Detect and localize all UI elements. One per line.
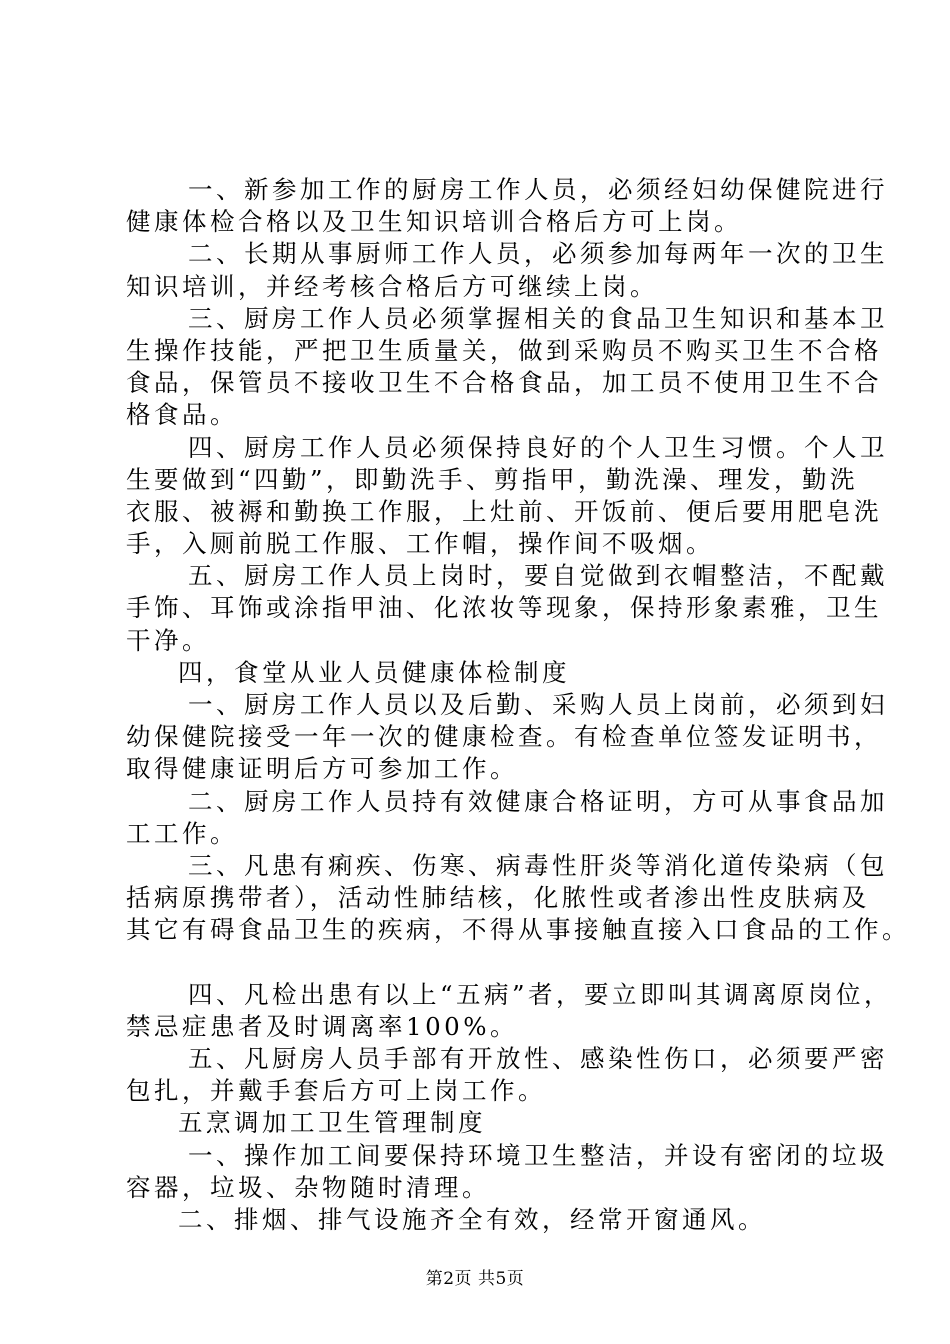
paragraph-line: 手饰、耳饰或涂指甲油、化浓妆等现象，保持形象素雅，卫生	[126, 593, 882, 623]
page-footer: 第2页 共5页	[425, 1269, 525, 1289]
paragraph-line: 容器，垃圾、杂物随时清理。	[126, 1172, 490, 1202]
paragraph-line: 生操作技能，严把卫生质量关，做到采购员不购买卫生不合格	[126, 335, 882, 365]
paragraph-line: 食品，保管员不接收卫生不合格食品，加工员不使用卫生不合	[126, 368, 882, 398]
paragraph-line: 其它有碍食品卫生的疾病，不得从事接触直接入口食品的工作。	[126, 915, 910, 945]
paragraph-line: 二、排烟、排气设施齐全有效，经常开窗通风。	[178, 1205, 766, 1234]
section-heading: 五烹调加工卫生管理制度	[178, 1108, 486, 1138]
paragraph-line: 一、厨房工作人员以及后勤、采购人员上岗前，必须到妇	[188, 690, 888, 719]
paragraph-line: 手，入厕前脱工作服、工作帽，操作间不吸烟。	[126, 529, 714, 559]
paragraph-line: 禁忌症患者及时调离率100%。	[126, 1011, 519, 1041]
paragraph-line: 一、新参加工作的厨房工作人员，必须经妇幼保健院进行	[188, 175, 888, 204]
paragraph-line: 五、厨房工作人员上岗时，要自觉做到衣帽整洁，不配戴	[188, 561, 888, 591]
paragraph-line: 工工作。	[126, 818, 238, 848]
paragraph-line: 知识培训，并经考核合格后方可继续上岗。	[126, 271, 658, 301]
paragraph-line: 衣服、被褥和勤换工作服，上灶前、开饭前、便后要用肥皂洗	[126, 496, 882, 526]
paragraph-line: 三、凡患有痢疾、伤寒、病毒性肝炎等消化道传染病（包	[188, 850, 888, 880]
paragraph-line: 四、厨房工作人员必须保持良好的个人卫生习惯。个人卫	[188, 432, 888, 462]
paragraph-line: 幼保健院接受一年一次的健康检查。有检查单位签发证明书，	[126, 722, 882, 752]
paragraph-line: 生要做到“四勤”，即勤洗手、剪指甲，勤洗澡、理发，勤洗	[126, 464, 859, 494]
paragraph-line: 一、操作加工间要保持环境卫生整洁，并设有密闭的垃圾	[188, 1140, 888, 1170]
paragraph-line: 二、长期从事厨师工作人员，必须参加每两年一次的卫生	[188, 239, 888, 269]
paragraph-line: 取得健康证明后方可参加工作。	[126, 754, 518, 784]
blank-line	[126, 947, 846, 979]
paragraph-line: 包扎，并戴手套后方可上岗工作。	[126, 1076, 546, 1106]
paragraph-line: 健康体检合格以及卫生知识培训合格后方可上岗。	[126, 207, 742, 237]
paragraph-line: 二、厨房工作人员持有效健康合格证明，方可从事食品加	[188, 786, 888, 816]
paragraph-line: 干净。	[126, 625, 210, 655]
paragraph-line: 五、凡厨房人员手部有开放性、感染性伤口，必须要严密	[188, 1044, 888, 1074]
paragraph-line: 括病原携带者），活动性肺结核，化脓性或者渗出性皮肤病及	[126, 883, 870, 913]
document-body	[126, 174, 910, 1236]
paragraph-line: 四、凡检出患有以上“五病”者，要立即叫其调离原岗位，	[188, 979, 893, 1009]
paragraph-line: 格食品。	[126, 400, 238, 430]
section-heading: 四，食堂从业人员健康体检制度	[178, 657, 570, 687]
paragraph-line: 三、厨房工作人员必须掌握相关的食品卫生知识和基本卫	[188, 303, 888, 333]
